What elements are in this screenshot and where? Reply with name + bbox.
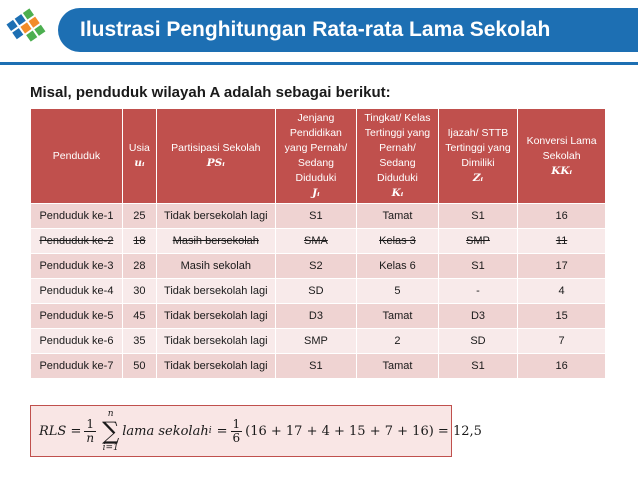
table-cell: SMP	[438, 229, 517, 254]
fraction-1-over-n: $\frac{1}{n}$	[86, 416, 95, 445]
column-header: Tingkat/ Kelas Tertinggi yang Pernah/ Sedang Diduduki Kᵢ	[357, 109, 439, 204]
table-cell: Masih sekolah	[156, 254, 275, 279]
column-header: Jenjang Pendidikan yang Pernah/ Sedang Diduduki Jᵢ	[275, 109, 357, 204]
table-row	[31, 279, 606, 304]
table-cell: SD	[275, 279, 357, 304]
table-cell: Tidak bersekolah lagi	[156, 304, 275, 329]
table-row	[31, 254, 606, 279]
table-cell: 16	[518, 204, 606, 229]
table-cell: D3	[275, 304, 357, 329]
summation-symbol: n ∑ i=1	[102, 409, 120, 453]
formula-term: lama sekolah	[122, 423, 209, 439]
table-cell: S1	[438, 354, 517, 379]
table-cell: Penduduk ke-2	[31, 229, 123, 254]
table-cell: 16	[518, 354, 606, 379]
column-header: Penduduk	[31, 109, 123, 204]
table-cell: Penduduk ke-5	[31, 304, 123, 329]
table-cell: D3	[438, 304, 517, 329]
table-cell: S1	[275, 204, 357, 229]
table-cell: Penduduk ke-6	[31, 329, 123, 354]
table-cell: Penduduk ke-4	[31, 279, 123, 304]
table-cell: Masih bersekolah	[156, 229, 275, 254]
table-cell: Tidak bersekolah lagi	[156, 204, 275, 229]
table-cell: Penduduk ke-3	[31, 254, 123, 279]
table-row	[31, 204, 606, 229]
table-row	[31, 329, 606, 354]
table-cell: S2	[275, 254, 357, 279]
table-cell: SMP	[275, 329, 357, 354]
header	[0, 0, 638, 62]
table-cell: 30	[122, 279, 156, 304]
table-cell: 50	[122, 354, 156, 379]
table-cell: 2	[357, 329, 439, 354]
table-cell: Kelas 6	[357, 254, 439, 279]
population-table	[30, 108, 606, 379]
table-cell: 5	[357, 279, 439, 304]
column-header: Usia uᵢ	[122, 109, 156, 204]
formula-equals: =	[216, 423, 228, 439]
table-header-row	[31, 109, 606, 204]
rls-formula: RLS = $\frac{1}{n}$ n ∑ i=1 lama sekolah i = $\frac{1}{6}$ (16 + 17 + 4 + 15 + 7 + 16) = 12,5	[39, 409, 482, 453]
table-cell: Tamat	[357, 304, 439, 329]
table-cell: Kelas 3	[357, 229, 439, 254]
intro-text: Misal, penduduk wilayah A adalah sebagai berikut:	[30, 84, 391, 101]
table-cell: SD	[438, 329, 517, 354]
table-cell: Tamat	[357, 204, 439, 229]
table-cell: 35	[122, 329, 156, 354]
bps-logo-icon	[6, 4, 52, 50]
table-cell: Tidak bersekolah lagi	[156, 279, 275, 304]
table-cell: 25	[122, 204, 156, 229]
table-cell: 4	[518, 279, 606, 304]
column-header: Konversi Lama Sekolah KKᵢ	[518, 109, 606, 204]
formula-lhs: RLS =	[39, 423, 82, 439]
table-cell: 45	[122, 304, 156, 329]
header-divider	[0, 62, 638, 65]
table-cell: 28	[122, 254, 156, 279]
table-cell: Penduduk ke-1	[31, 204, 123, 229]
table-cell: S1	[438, 204, 517, 229]
page-title: Ilustrasi Penghitungan Rata-rata Lama Sekolah	[80, 18, 551, 41]
table-cell: 7	[518, 329, 606, 354]
column-header: Ijazah/ STTB Tertinggi yang Dimiliki Zᵢ	[438, 109, 517, 204]
table-cell: SMA	[275, 229, 357, 254]
table-cell: S1	[275, 354, 357, 379]
title-bar	[58, 8, 638, 52]
table-cell: 11	[518, 229, 606, 254]
formula-expression: (16 + 17 + 4 + 15 + 7 + 16) = 12,5	[245, 423, 482, 439]
table-row	[31, 304, 606, 329]
table-cell: Penduduk ke-7	[31, 354, 123, 379]
table-cell: -	[438, 279, 517, 304]
table-cell: Tamat	[357, 354, 439, 379]
fraction-1-over-6: $\frac{1}{6}$	[232, 416, 241, 445]
table-cell: Tidak bersekolah lagi	[156, 354, 275, 379]
table-cell: 15	[518, 304, 606, 329]
table-cell: 18	[122, 229, 156, 254]
table-cell: S1	[438, 254, 517, 279]
column-header: Partisipasi Sekolah PSᵢ	[156, 109, 275, 204]
table-row	[31, 229, 606, 254]
table-cell: Tidak bersekolah lagi	[156, 329, 275, 354]
formula-box	[30, 405, 482, 457]
table-cell: 17	[518, 254, 606, 279]
table-row	[31, 354, 606, 379]
